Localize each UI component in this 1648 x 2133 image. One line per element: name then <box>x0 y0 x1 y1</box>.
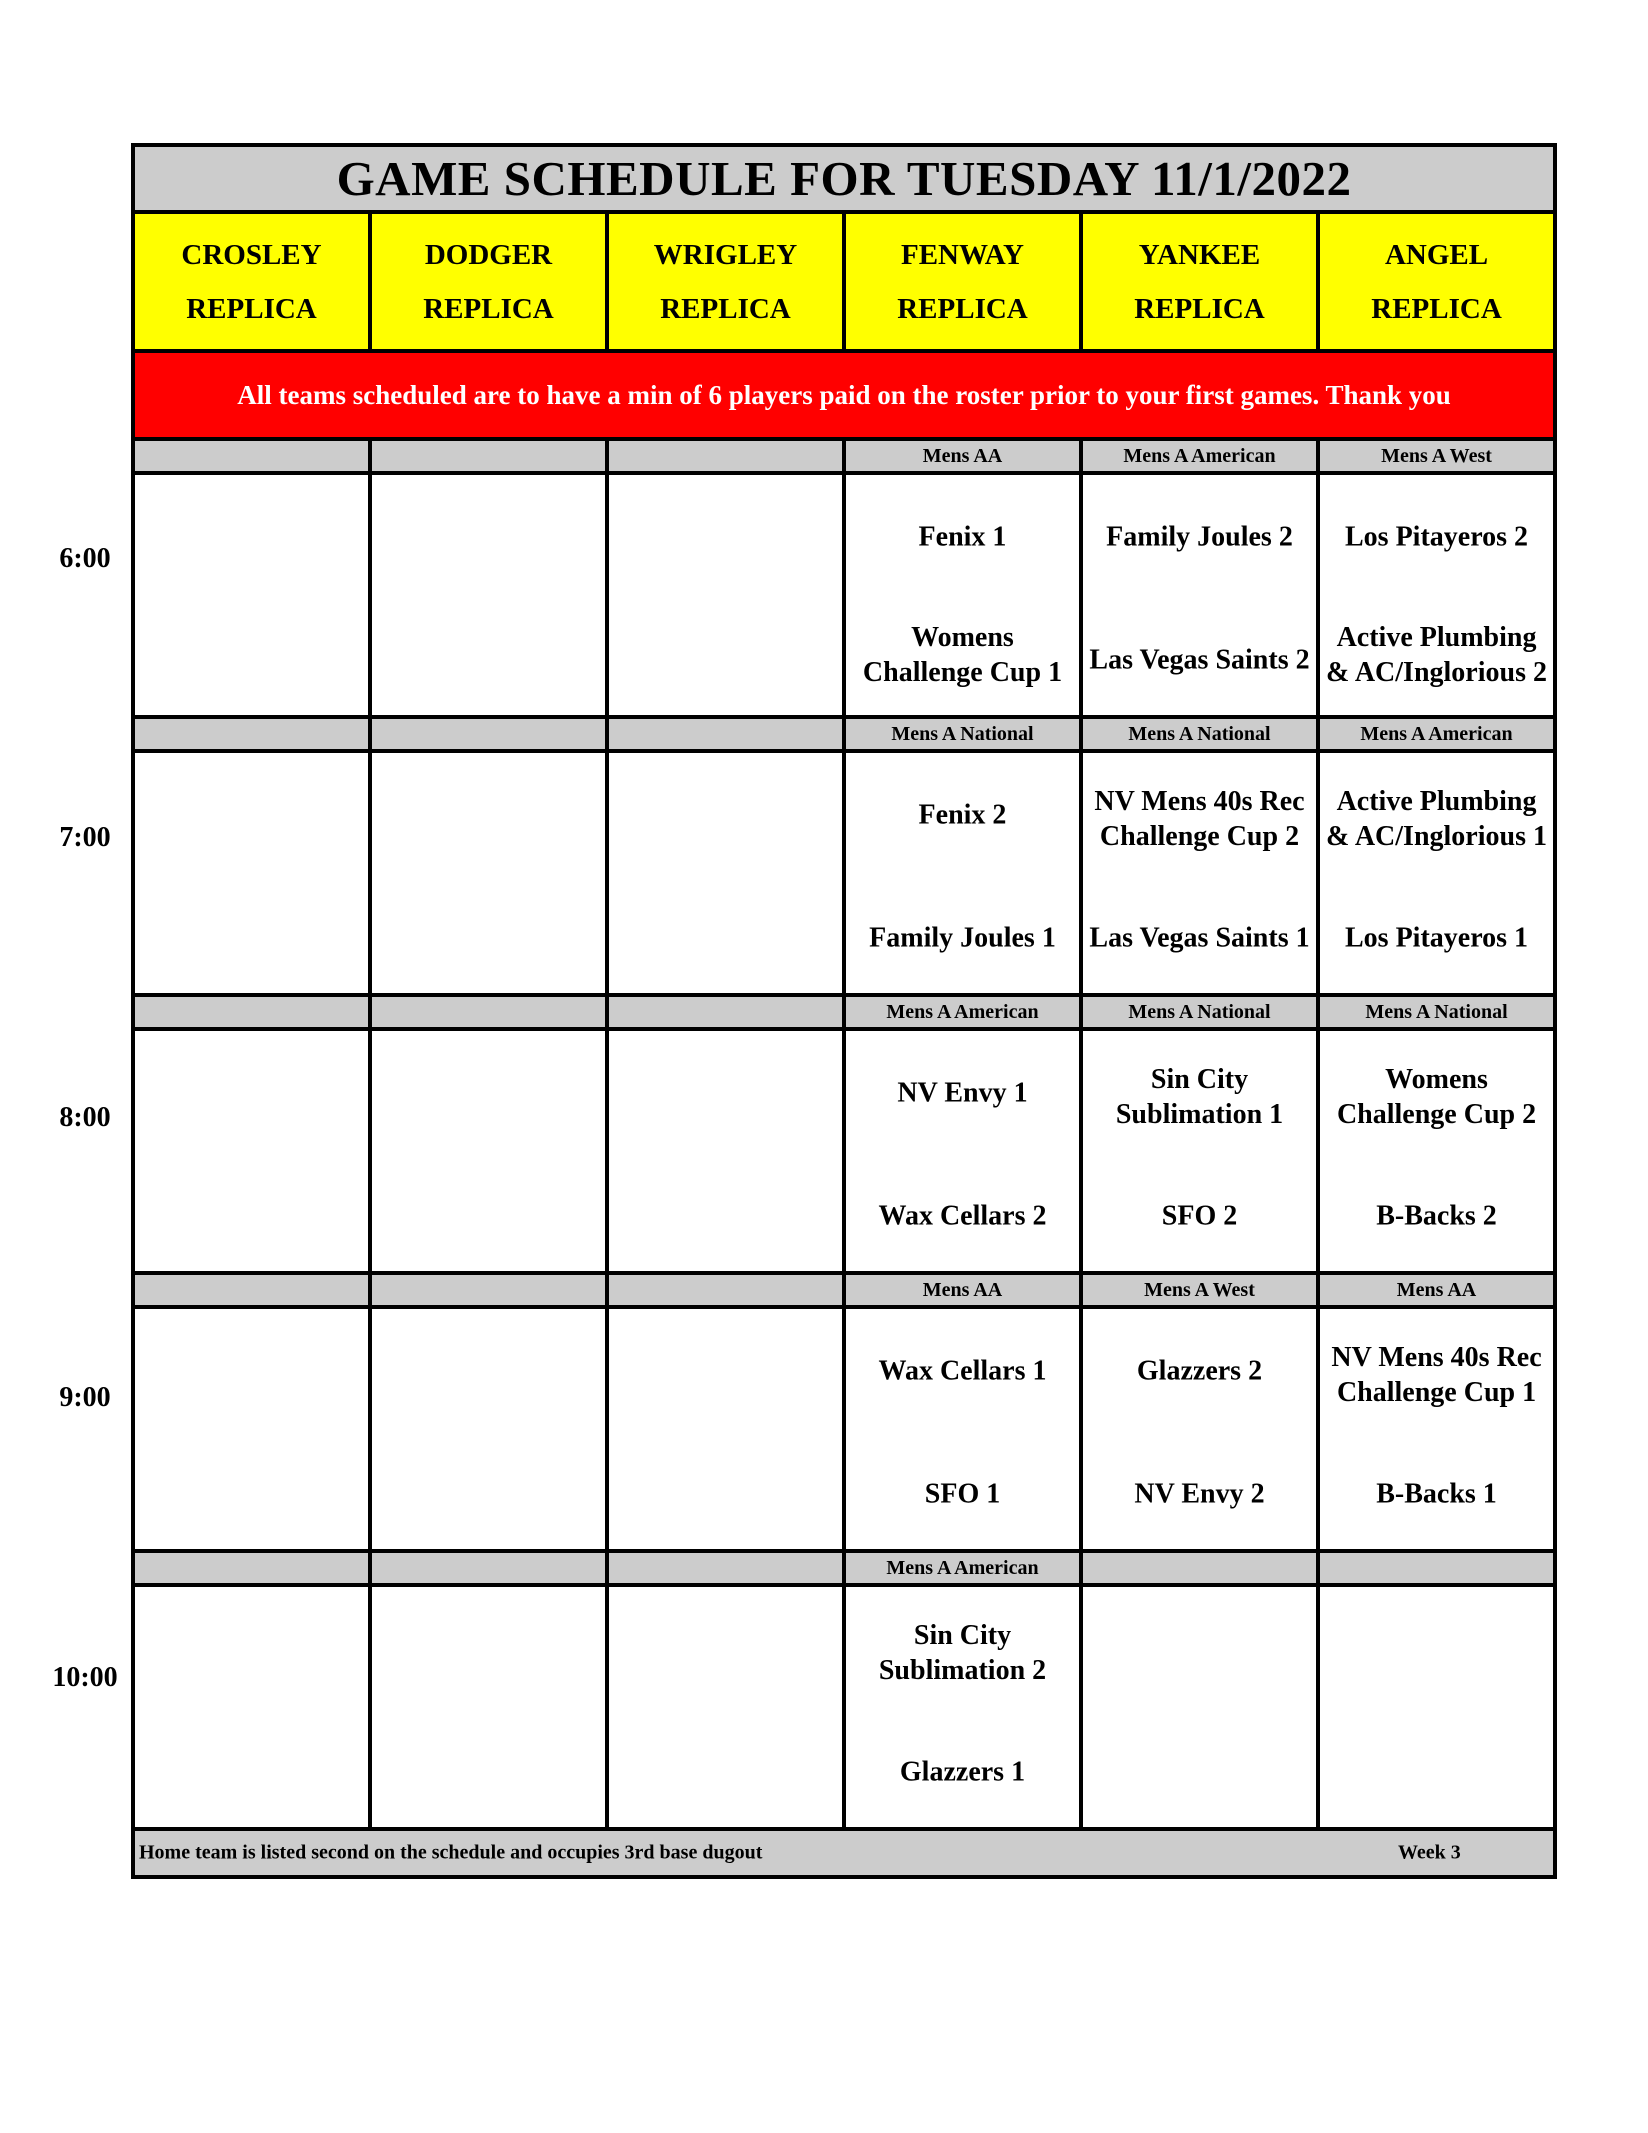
home-team: NV Envy 2 <box>1134 1478 1265 1510</box>
away-team: Family Joules 2 <box>1106 521 1293 553</box>
field-header-row <box>133 212 1555 351</box>
division-label: Mens A American <box>1318 717 1555 751</box>
game-cell <box>844 1029 1081 1273</box>
game-cell <box>133 1585 370 1829</box>
page-title: GAME SCHEDULE FOR TUESDAY 11/1/2022 <box>133 145 1555 212</box>
division-label: Mens A National <box>1081 717 1318 751</box>
division-label <box>370 717 607 751</box>
home-team: B-Backs 1 <box>1376 1478 1497 1510</box>
home-team: Wax Cellars 2 <box>878 1200 1047 1232</box>
game-row <box>133 473 1555 717</box>
division-label <box>607 1273 844 1307</box>
game-cell <box>607 1029 844 1273</box>
home-team: B-Backs 2 <box>1376 1200 1497 1232</box>
game-row <box>133 751 1555 995</box>
field-header-yankee <box>1081 212 1318 351</box>
division-label: Mens A National <box>1318 995 1555 1029</box>
home-team: Womens Challenge Cup 1 <box>862 622 1063 688</box>
away-team: NV Mens 40s Rec Challenge Cup 2 <box>1094 786 1305 852</box>
division-label: Mens A West <box>1318 439 1555 473</box>
away-team: Active Plumbing & AC/Inglorious 1 <box>1326 786 1547 852</box>
division-label <box>607 1551 844 1585</box>
game-cell <box>844 1585 1081 1829</box>
division-label <box>1318 1551 1555 1585</box>
away-team: Los Pitayeros 2 <box>1345 521 1529 553</box>
division-row <box>133 439 1555 473</box>
game-cell <box>607 473 844 717</box>
roster-notice: All teams scheduled are to have a min of 6 players paid on the roster prior to your first games. Thank you <box>133 351 1555 439</box>
footer-cell <box>133 1829 1555 1877</box>
game-cell <box>370 751 607 995</box>
field-header-angel <box>1318 212 1555 351</box>
field-subtitle: REPLICA <box>660 292 791 325</box>
game-cell <box>370 1585 607 1829</box>
game-cell <box>1081 1585 1318 1829</box>
field-subtitle: REPLICA <box>1371 292 1502 325</box>
division-label: Mens A West <box>1081 1273 1318 1307</box>
field-name: CROSLEY <box>181 238 322 271</box>
game-cell <box>1318 1029 1555 1273</box>
division-label <box>607 717 844 751</box>
division-label: Mens A American <box>844 995 1081 1029</box>
division-label <box>1081 1551 1318 1585</box>
game-cell <box>607 1585 844 1829</box>
time-slot-label: 8:00 <box>59 1102 111 1133</box>
field-name: DODGER <box>424 238 553 271</box>
footer-row <box>133 1829 1555 1877</box>
away-team: Glazzers 2 <box>1136 1355 1263 1387</box>
division-label <box>607 439 844 473</box>
game-cell <box>133 473 370 717</box>
division-row <box>133 1273 1555 1307</box>
home-team: Active Plumbing & AC/Inglorious 2 <box>1326 622 1547 688</box>
home-team: Family Joules 1 <box>869 922 1056 954</box>
division-row <box>133 1551 1555 1585</box>
field-header-wrigley <box>607 212 844 351</box>
field-header-fenway <box>844 212 1081 351</box>
game-cell <box>1318 1307 1555 1551</box>
game-cell <box>133 1307 370 1551</box>
field-subtitle: REPLICA <box>897 292 1028 325</box>
game-cell <box>1318 751 1555 995</box>
game-cell <box>370 473 607 717</box>
field-name: FENWAY <box>900 238 1024 271</box>
game-cell <box>844 751 1081 995</box>
game-cell <box>1081 473 1318 717</box>
division-label: Mens A American <box>1081 439 1318 473</box>
division-label: Mens AA <box>1318 1273 1555 1307</box>
schedule-table <box>131 143 1557 1879</box>
time-slot-label: 6:00 <box>59 543 111 574</box>
game-row <box>133 1029 1555 1273</box>
away-team: Sin City Sublimation 2 <box>878 1620 1047 1686</box>
game-cell <box>1318 1585 1555 1829</box>
game-cell <box>1318 473 1555 717</box>
division-row <box>133 717 1555 751</box>
home-team: Glazzers 1 <box>899 1756 1026 1788</box>
game-cell <box>844 1307 1081 1551</box>
division-label <box>133 1551 370 1585</box>
game-cell <box>1081 1029 1318 1273</box>
division-label: Mens A National <box>1081 995 1318 1029</box>
division-label <box>370 995 607 1029</box>
away-team: Womens Challenge Cup 2 <box>1336 1064 1537 1130</box>
field-subtitle: REPLICA <box>423 292 554 325</box>
field-header-dodger <box>370 212 607 351</box>
time-slot-label: 9:00 <box>59 1382 111 1413</box>
field-subtitle: REPLICA <box>1134 292 1265 325</box>
week-label: Week 3 <box>1398 1841 1461 1864</box>
home-team-note: Home team is listed second on the schedule and occupies 3rd base dugout <box>139 1841 763 1864</box>
division-label <box>370 439 607 473</box>
division-label: Mens AA <box>844 439 1081 473</box>
division-label <box>133 1273 370 1307</box>
time-slot-label: 10:00 <box>52 1662 118 1693</box>
field-subtitle: REPLICA <box>186 292 317 325</box>
schedule-sheet <box>131 143 1553 1879</box>
home-team: Las Vegas Saints 1 <box>1089 922 1310 954</box>
home-team: SFO 1 <box>924 1478 1001 1510</box>
home-team: Las Vegas Saints 2 <box>1089 644 1310 676</box>
game-cell <box>1081 751 1318 995</box>
home-team: SFO 2 <box>1161 1200 1238 1232</box>
division-label <box>370 1551 607 1585</box>
game-cell <box>607 751 844 995</box>
division-label: Mens A National <box>844 717 1081 751</box>
game-cell <box>844 473 1081 717</box>
division-label <box>133 717 370 751</box>
away-team: Sin City Sublimation 1 <box>1115 1064 1284 1130</box>
field-name: YANKEE <box>1138 238 1261 271</box>
game-cell <box>370 1029 607 1273</box>
away-team: Fenix 2 <box>918 799 1007 831</box>
away-team: NV Envy 1 <box>897 1077 1028 1109</box>
division-label <box>133 439 370 473</box>
away-team: Fenix 1 <box>918 521 1007 553</box>
game-cell <box>133 751 370 995</box>
away-team: NV Mens 40s Rec Challenge Cup 1 <box>1331 1342 1542 1408</box>
game-cell <box>607 1307 844 1551</box>
division-label <box>370 1273 607 1307</box>
division-label <box>607 995 844 1029</box>
game-row <box>133 1585 1555 1829</box>
away-team: Wax Cellars 1 <box>878 1355 1047 1387</box>
game-cell <box>133 1029 370 1273</box>
division-label <box>133 995 370 1029</box>
field-header-crosley <box>133 212 370 351</box>
time-slot-label: 7:00 <box>59 822 111 853</box>
game-cell <box>370 1307 607 1551</box>
division-label: Mens A American <box>844 1551 1081 1585</box>
division-row <box>133 995 1555 1029</box>
field-name: WRIGLEY <box>653 238 798 271</box>
field-name: ANGEL <box>1384 238 1489 271</box>
game-row <box>133 1307 1555 1551</box>
division-label: Mens AA <box>844 1273 1081 1307</box>
home-team: Los Pitayeros 1 <box>1345 922 1529 954</box>
game-cell <box>1081 1307 1318 1551</box>
